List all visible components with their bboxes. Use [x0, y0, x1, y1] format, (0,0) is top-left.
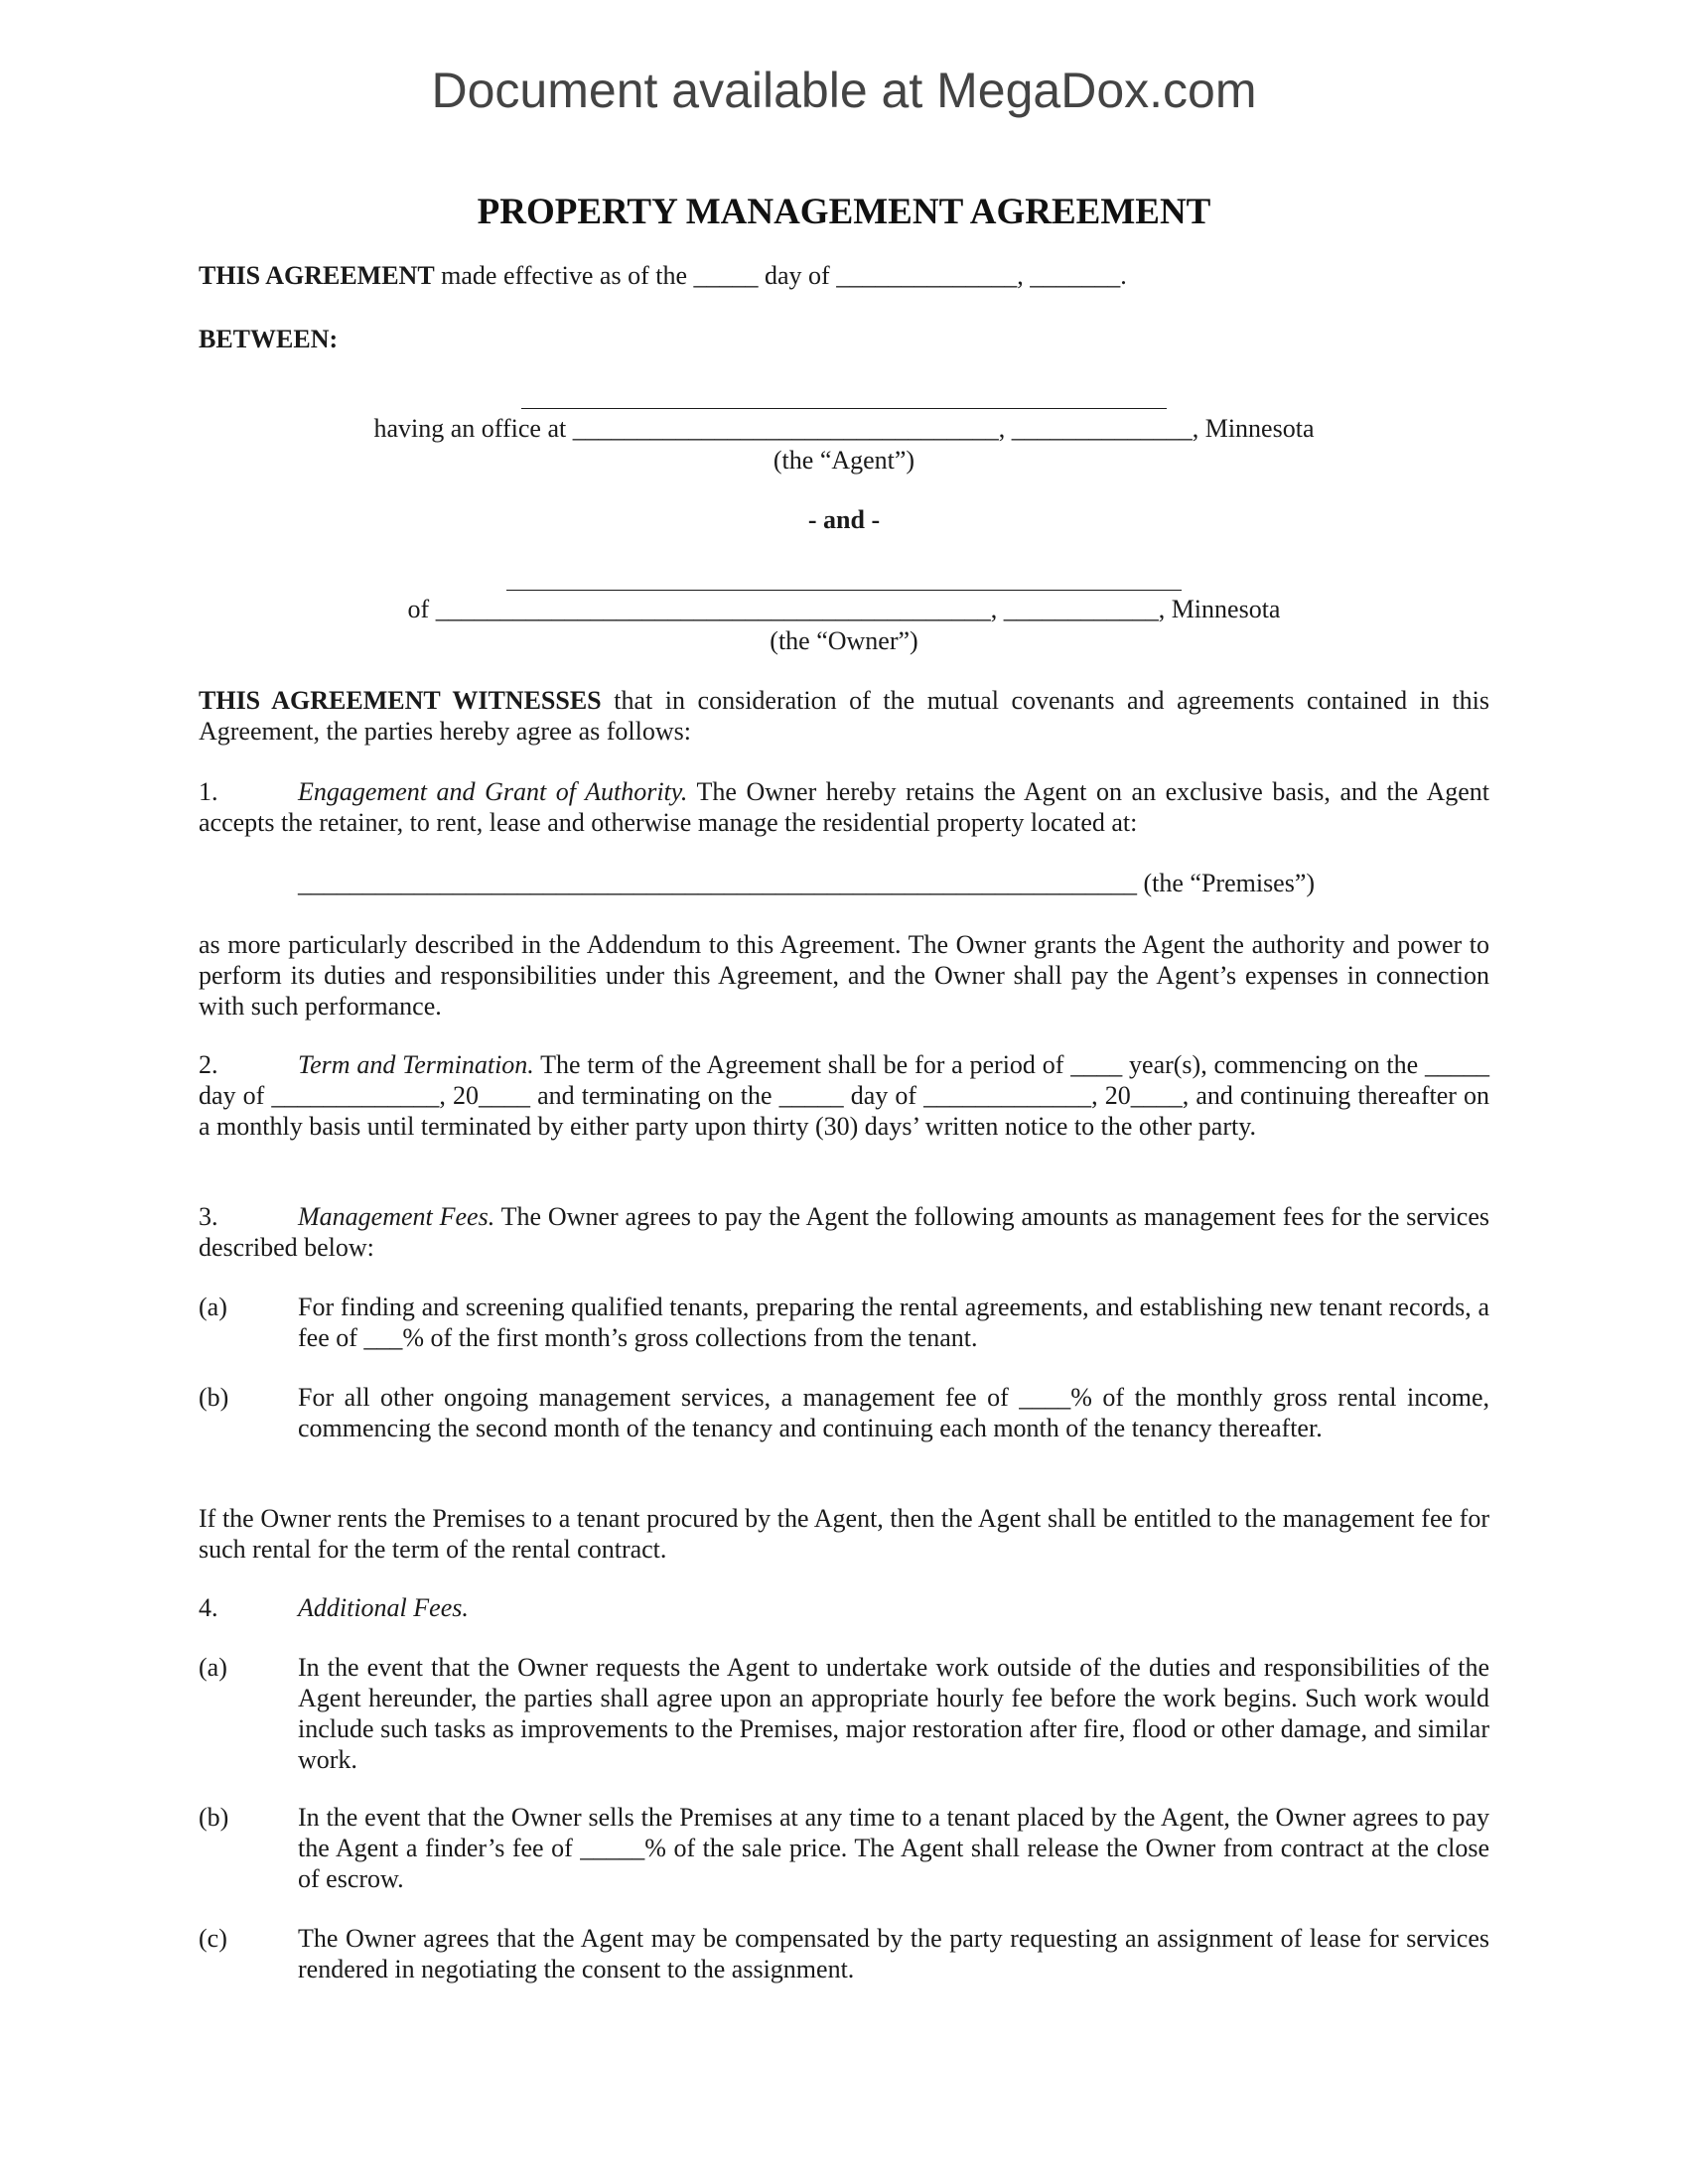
owner-role: (the “Owner”) [770, 626, 918, 655]
section-3-item-text: For finding and screening qualified tenants, preparing the rental agreements, and establishing new tenant records, a fee of ___% of the first month’s gross collections from the tenant. [298, 1293, 1489, 1352]
intro-lead: THIS AGREEMENT [199, 261, 435, 290]
owner-address-line: of ___________________________________________, ____________, Minnesota [407, 595, 1281, 623]
section-2-text: The term of the Agreement shall be for a period of ____ year(s), commencing on the _____ day of _____________, 20____ and terminating on the _____ day of _____________, 20____, and continuing thereafter on a monthly basis until terminated by either party upon thirty (30) days’ written notice to the other party. [199, 1050, 1489, 1141]
section-2 [199, 1049, 1489, 1142]
section-4-number: 4. [199, 1593, 218, 1622]
section-4-item-label: (c) [199, 1924, 227, 1953]
section-1-continuation: as more particularly described in the Addendum to this Agreement. The Owner grants the Agent the authority and power to perform its duties and responsibilities under this Agreement, and the Owner shall pay the Agent’s expenses in connection with such performance. [199, 930, 1489, 1021]
premises-line: _________________________________________________________________ (the “Premises”) [298, 869, 1316, 897]
section-4-item-c [199, 1923, 1489, 1984]
section-4 [199, 1592, 1489, 1623]
intro-rest: made effective as of the _____ day of ______________, _______. [441, 261, 1127, 290]
section-4-item-text: The Owner agrees that the Agent may be compensated by the party requesting an assignment of lease for services rendered in negotiating the consent to the assignment. [298, 1924, 1489, 1983]
and-label: - and - [807, 505, 881, 534]
section-3-item-a [199, 1292, 1489, 1353]
section-2-number: 2. [199, 1050, 218, 1079]
section-4-item-text: In the event that the Owner sells the Premises at any time to a tenant placed by the Agent, the Owner agrees to pay the Agent a finder’s fee of _____% of the sale price. The Agent shall release the Owner from contract at the close of escrow. [298, 1803, 1489, 1893]
section-1-number: 1. [199, 777, 218, 806]
agent-name-line [521, 408, 1167, 409]
section-1-text: The Owner hereby retains the Agent on an exclusive basis, and the Agent accepts the retainer, to rent, lease and otherwise manage the residential property located at: [199, 777, 1489, 837]
section-3-after: If the Owner rents the Premises to a tenant procured by the Agent, then the Agent shall be entitled to the management fee for such rental for the term of the rental contract. [199, 1504, 1489, 1564]
document-title: PROPERTY MANAGEMENT AGREEMENT [477, 192, 1211, 232]
section-3-heading: Management Fees. [298, 1202, 495, 1231]
witnesses-rest: that in consideration of the mutual covenants and agreements contained in this Agreement, the parties hereby agree as follows: [199, 686, 1490, 746]
source-banner: Document available at MegaDox.com [431, 63, 1257, 118]
section-2-heading: Term and Termination. [298, 1050, 534, 1079]
section-1 [199, 776, 1489, 838]
witnesses-lead: THIS AGREEMENT WITNESSES [199, 686, 602, 715]
agent-role: (the “Agent”) [773, 446, 915, 475]
section-1-heading: Engagement and Grant of Authority. [298, 777, 688, 806]
section-4-item-text: In the event that the Owner requests the Agent to undertake work outside of the duties and responsibilities of the Agent hereunder, the parties shall agree upon an appropriate hourly fee before the work begins. Such work would include such tasks as improvements to the Premises, major restoration after fire, flood or other damage, and similar work. [298, 1653, 1489, 1774]
intro-paragraph [199, 260, 1489, 291]
witnesses-paragraph [199, 685, 1489, 747]
section-3-text: The Owner agrees to pay the Agent the following amounts as management fees for the services described below: [199, 1202, 1490, 1262]
section-3-item-label: (a) [199, 1293, 227, 1321]
agent-office-line: having an office at _________________________________, ______________, Minnesota [373, 414, 1315, 443]
owner-name-line [506, 590, 1182, 591]
section-3 [199, 1201, 1489, 1263]
section-4-heading: Additional Fees. [298, 1593, 469, 1622]
section-4-item-label: (a) [199, 1653, 227, 1682]
section-4-item-label: (b) [199, 1803, 229, 1832]
section-4-item-a [199, 1652, 1489, 1775]
section-3-item-label: (b) [199, 1383, 229, 1412]
between-label: BETWEEN: [199, 325, 339, 353]
section-3-item-text: For all other ongoing management services, a management fee of ____% of the monthly gross rental income, commencing the second month of the tenancy and continuing each month of the tenancy thereafter. [298, 1383, 1489, 1442]
section-3-number: 3. [199, 1202, 218, 1231]
section-3-item-b [199, 1382, 1489, 1443]
section-4-item-b [199, 1802, 1489, 1894]
